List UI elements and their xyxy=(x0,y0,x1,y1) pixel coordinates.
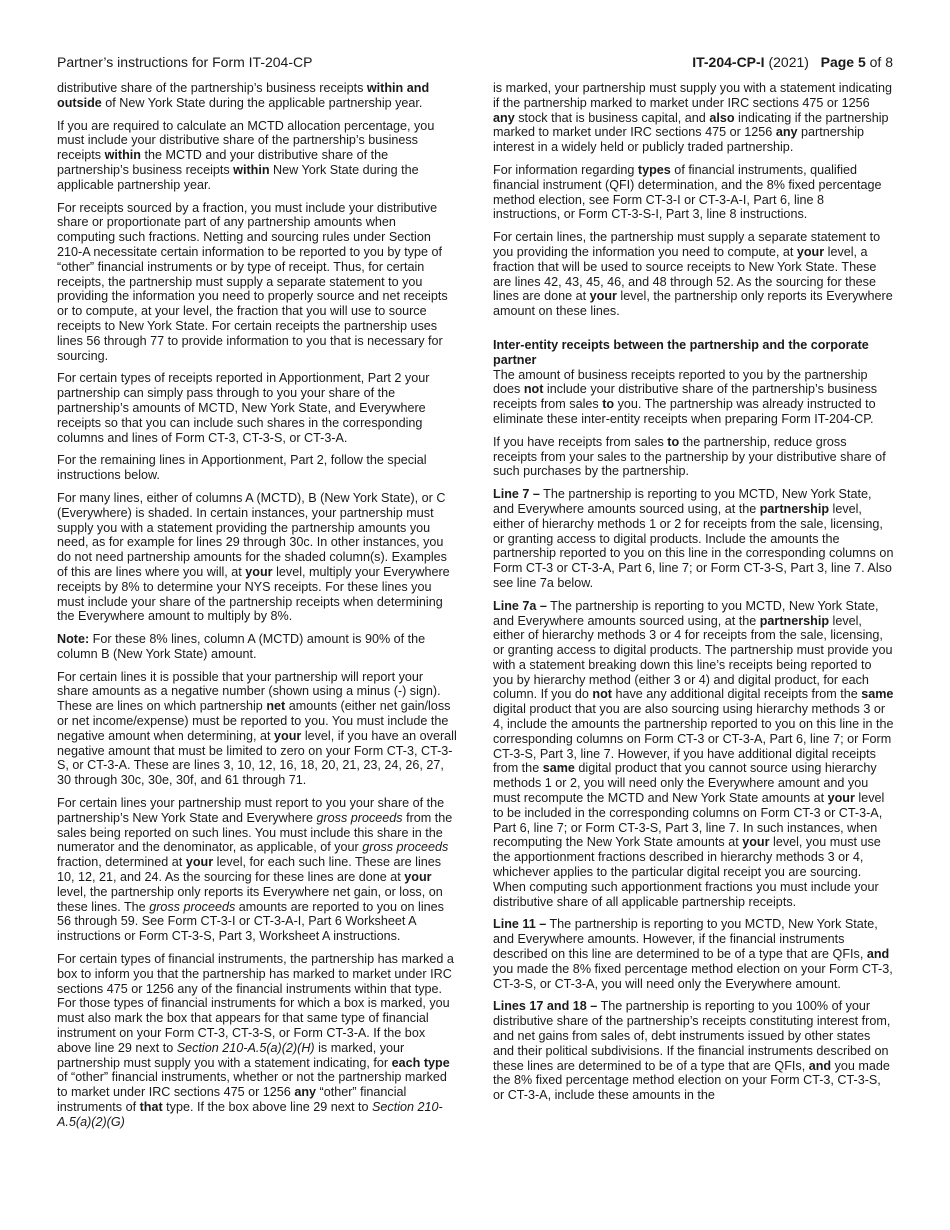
note-paragraph: Note: For these 8% lines, column A (MCTD) amount is 90% of the column B (New York State) amount. xyxy=(57,632,426,661)
paragraph: For information regarding types of financial instruments, qualified financial instrument (QFI) determination, and the 8% fixed percentage method election, see Form CT-3-I or CT-3-A-I, Part 6, line 8 instructions, or Form CT-3-S-I, Part 3, line 8 instructions. xyxy=(493,162,882,222)
paragraph: For certain types of financial instruments, the partnership has marked a box to inform you that the partnership has marked to market under IRC sections 475 or 1256 any of the financial instruments within that type. For those types of financial instruments for which a box is marked, you must also mark the box that appears for that same type of financial instrument on your Form CT-3, CT-3-S, or Form CT-3-A. If the box above line 29 next to Section 210-A.5(a)(2)(H) is marked, your partnership must supply you with a statement indicating, for each type of “other” financial instruments, whether or not the partnership marked to market under IRC sections 475 or 1256 any “other” financial instruments of that type. If the box above line 29 next to Section 210-A.5(a)(2)(G) xyxy=(57,952,454,1129)
line-11-instructions: Line 11 – The partnership is reporting to you MCTD, New York State, and Everywhere amounts. However, if the financial instruments described on this line are determined to be of a type that are QFIs, and you made the 8% fixed percentage method election on your Form CT-3, CT-3-S, or CT-3-A, you will need only the Everywhere amount. xyxy=(493,917,893,991)
paragraph: For receipts sourced by a fraction, you must include your distributive share or proportionate part of any partnership amounts when computing such fractions. Netting and sourcing rules under Section 210-A necessitate certain information to be reported to you by type of “other” financial instruments or by type of receipt. Thus, for certain receipts, the partnership must supply a separate statement to you providing the information you need to properly source and net receipts or to compute, at your level, the fraction that you will use to source receipts to New York State. For certain receipts the partnership uses lines 56 through 77 to provide information to you that is necessary for sourcing. xyxy=(57,200,448,363)
lines-17-18-instructions: Lines 17 and 18 – The partnership is reporting to you 100% of your distributive share of the partnership’s receipts constituting interest from, and net gains from sales of, debt instruments issued by other states and their political subdivisions. If the financial instruments described on these lines are determined to be of a type that are QFIs, and you made the 8% fixed percentage method election on your Form CT-3, CT-3-S, or CT-3-A, include these amounts in the xyxy=(493,999,891,1103)
page-header xyxy=(57,53,893,71)
paragraph: For certain lines your partnership must report to you your share of the partnership’s New York State and Everywhere gross proceeds from the sales being reported on such lines. You must include this share in the numerator and the denominator, as applicable, of your gross proceeds fraction, determined at your level, for each such line. These are lines 10, 12, 21, and 24. As the sourcing for these lines are done at your level, the partnership only reports its Everywhere net gain, or loss, on these lines. The gross proceeds amounts are reported to you on lines 56 through 59. See Form CT-3-I or CT-3-A-I, Part 6 Worksheet A instructions or Form CT-3-S, Part 3, Worksheet A instructions. xyxy=(57,796,453,944)
header-form-id: IT-204-CP-I xyxy=(692,54,765,70)
paragraph: For certain lines it is possible that your partnership will report your share amounts as a negative number (shown using a minus (-) sign). These are lines on which partnership net amounts (either net gain/loss or net income/expense) must be reported to you. You must include the negative amount when determining, at your level, if you have an overall negative amount that must be limited to zero on your Form CT-3, CT-3-S, or CT-3-A. These are lines 3, 10, 12, 16, 18, 20, 21, 23, 24, 26, 27, 30 through 30c, 30e, 30f, and 61 through 71. xyxy=(57,669,457,788)
header-page-total: of 8 xyxy=(869,54,893,70)
paragraph: If you are required to calculate an MCTD allocation percentage, you must include your distributive share of the partnership’s business receipts within the MCTD and your distributive share of the partnership’s business receipts within New York State during the applicable partnership year. xyxy=(57,118,435,192)
paragraph: is marked, your partnership must supply you with a statement indicating if the partnership marked to market under IRC sections 475 or 1256 any stock that is business capital, and also indicating if the partnership marked to market under IRC sections 475 or 1256 any partnership interest in a widely held or publicly traded partnership. xyxy=(493,81,892,155)
right-column xyxy=(493,81,894,1111)
header-form-info xyxy=(692,53,893,71)
paragraph: For certain types of receipts reported in Apportionment, Part 2 your partnership can simply pass through to you your share of the partnership’s amounts of MCTD, New York State, and Everywhere receipts so that you can include such shares in the corresponding columns and lines of Form CT-3, CT-3-S, or CT-3-A. xyxy=(57,371,430,445)
paragraph: The amount of business receipts reported to you by the partnership does not include your distributive share of the partnership’s business receipts from sales to you. The partnership was already instructed to eliminate these inter-entity receipts when preparing Form IT-204-CP. xyxy=(493,367,878,426)
header-year: (2021) xyxy=(768,54,809,70)
left-column xyxy=(57,81,457,1138)
paragraph: For certain lines, the partnership must supply a separate statement to you providing the information you need to compute, at your level, a fraction that will be used to source receipts to New York State. These are lines 42, 43, 45, 46, and 48 through 52. As the sourcing for these lines are done at your level, the partnership only reports its Everywhere amount on these lines. xyxy=(493,230,893,319)
header-page-number: Page 5 xyxy=(820,54,866,70)
paragraph: For many lines, either of columns A (MCTD), B (New York State), or C (Everywhere) is shaded. In certain instances, your partnership must supply you with a statement providing the partnership amounts you need, as for example for lines 29 through 30c. In other instances, you do not need partnership amounts for the shaded column(s). Examples of this are lines where you will, at your level, multiply your Everywhere receipts by 8% to determine your NYS receipts. For these lines you must include your share of the partnership receipts when determining the Everywhere amount to multiply by 8%. xyxy=(57,490,450,624)
paragraph: If you have receipts from sales to the partnership, reduce gross receipts from your sales to the partnership by your distributive share of such purchases by the partnership. xyxy=(493,434,886,479)
paragraph: For the remaining lines in Apportionment, Part 2, follow the special instructions below. xyxy=(57,453,427,483)
line-7a-instructions: Line 7a – The partnership is reporting to you MCTD, New York State, and Everywhere amounts sourced using, at the partnership level, either of hierarchy methods 3 or 4 for receipts from the sale, licensing, or granting access to digital products. The partnership must provide you with a statement breaking down this line’s receipts being reported to you by hierarchy method (either 3 or 4) and digital product, for each column. If you do not have any additional digital receipts from the same digital product that you are also sourcing using hierarchy methods 3 or 4, include the amounts the partnership reported to you on this line in the corresponding columns on Form CT-3 or CT-3-A, Part 6, line 7; or Form CT-3-S, Part 3, line 7. However, if you have additional digital receipts from the same digital product that you cannot source using hierarchy methods 1 or 2, you will need only the Everywhere amount and you must recompute the MCTD and New York State amounts at your level to be included in the corresponding columns on Form CT-3 or CT-3-A, Part 6, line 7; or Form CT-3-S, Part 3, line 7. In such instances, when recomputing the New York State amounts at your level, you must use the apportionment fractions described in hierarchy methods 3 or 4, whichever applies to the particular digital receipt you are sourcing. When computing such apportionment fractions you must include your distributive share of all applicable partnership receipts. xyxy=(493,598,894,909)
line-7-instructions: Line 7 – The partnership is reporting to you MCTD, New York State, and Everywhere amounts sourced using, at the partnership level, either of hierarchy methods 1 or 2 for receipts from the sale, licensing, or granting access to digital products. Include the amounts the partnership reported to you on this line in the corresponding columns on Form CT-3 or CT-3-A, Part 6, line 7; or Form CT-3-S, Part 3, line 7. Also see line 7a below. xyxy=(493,487,894,590)
paragraph: distributive share of the partnership’s business receipts within and outside of New York State during the applicable partnership year. xyxy=(57,81,430,110)
header-form-title: Partner’s instructions for Form IT-204-CP xyxy=(57,54,313,70)
section-heading: Inter-entity receipts between the partnership and the corporate partner xyxy=(493,337,869,367)
